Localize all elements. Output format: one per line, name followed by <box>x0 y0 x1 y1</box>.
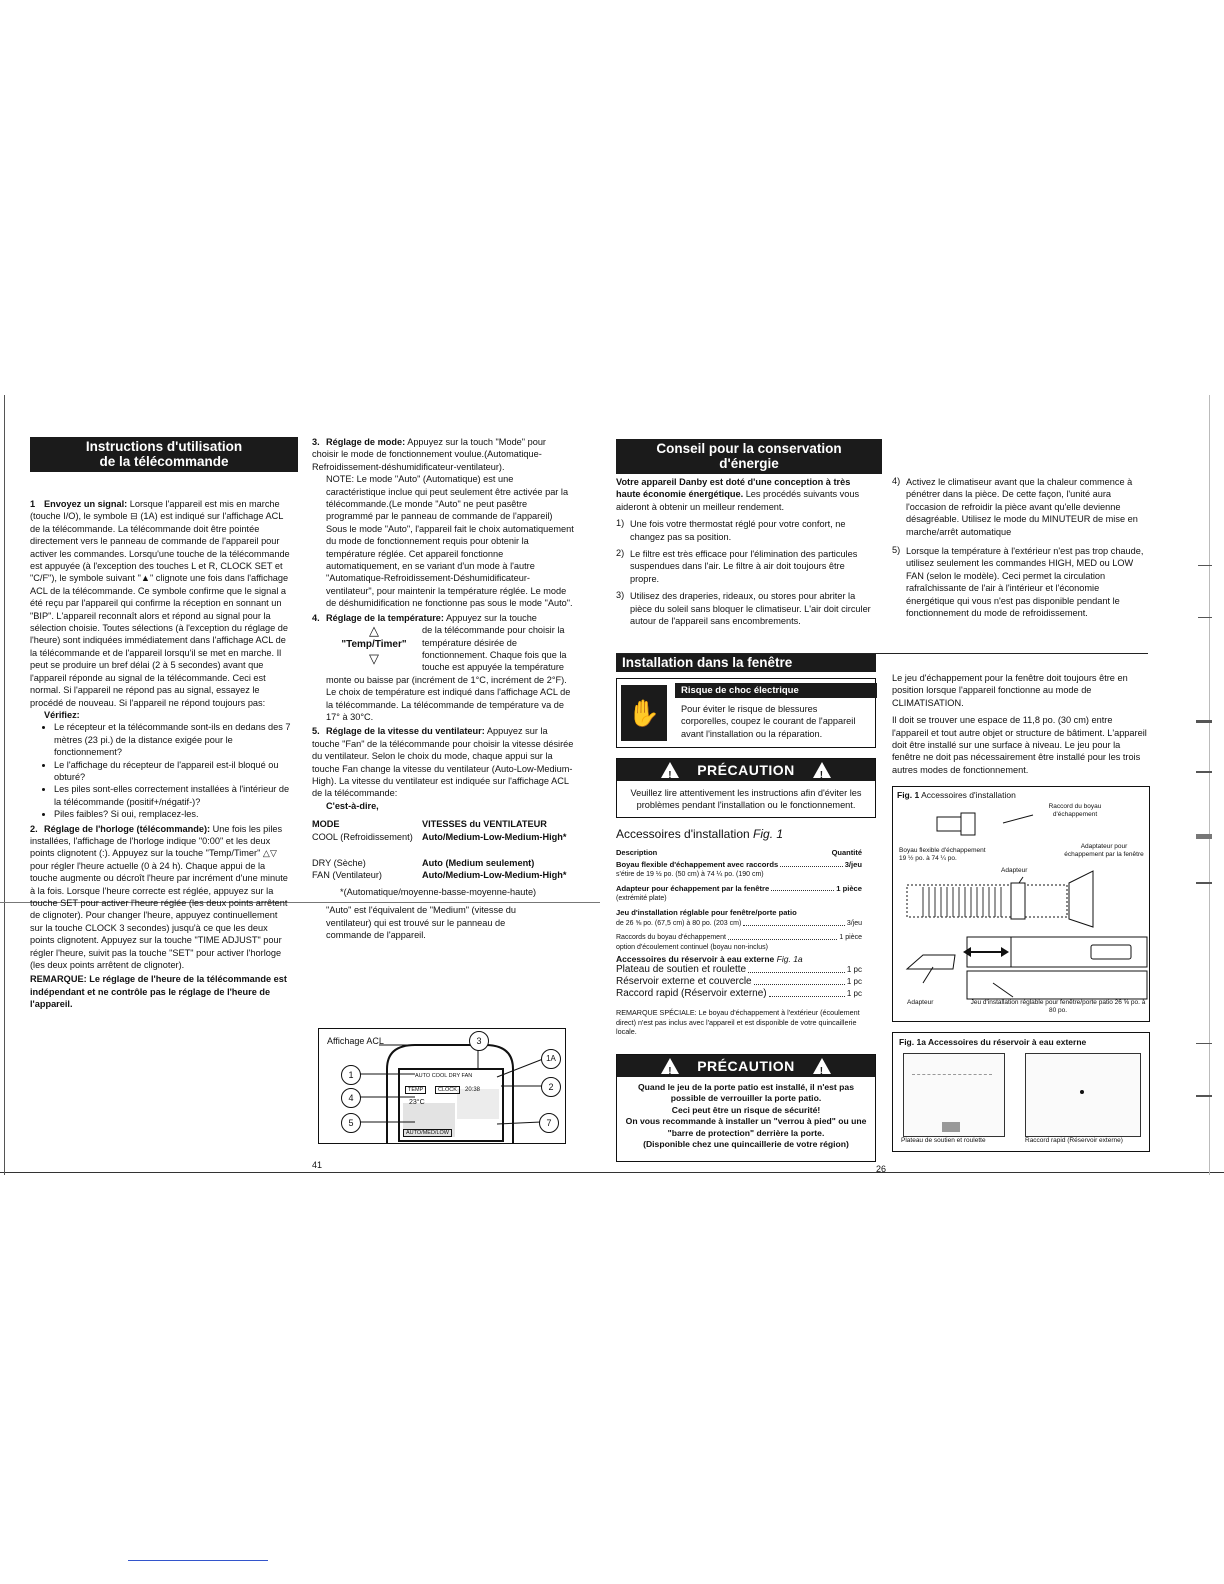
left-column-1 <box>30 498 292 1011</box>
item-2-text: Une fois les piles installées, l'affichage de l'horloge indique "0:00" et les deux points clignotent (:). Appuyez sur la touche "Temp/Timer" △▽ pour régler l'heure actuelle (0 à 24 h). Chaque appui de la touche augmente ou décroît l'heure par incrément d'une minute à la fois. Lorsque l'heure correcte est réglée, appuyez sur la touche SET pour activer l'heure réglée (les deux points arrêtent de clignoter). Pour changer l'heure, appuyez continuellement sur la touche CLOCK 3 secondes) jusqu'à ce que les deux points clignotent. Appuyez sur la touche "TIME ADJUST" pour régler l'heure, suivit pas la touche "SET" pour activer l'horloge (les deux points arrêtent de clignoter). <box>30 823 288 971</box>
trim-mark <box>1196 1095 1212 1097</box>
lcd-display-figure <box>318 1028 566 1144</box>
page-left-edge <box>4 395 5 1175</box>
mode-header: MODE <box>312 819 340 830</box>
label-adapteur: Adapteur <box>1001 867 1028 874</box>
temp-timer-key-label: "Temp/Timer" <box>341 639 407 651</box>
item-5-text: Appuyez sur la touche "Fan" de la télécommande pour choisir la vitesse désirée du ventilateur. Selon le choix du mode, chaque appui sur la touche Fan change la vitesse du ventilateur (Auto-Low-Medium-High). La vitesse du ventilateur est indiquée sur l'affichage ACL de la télécommande: <box>312 726 574 799</box>
table-row: Raccord rapid (Réservoir externe) 1 pc <box>616 988 862 999</box>
item-5-title: Réglage de la vitesse du ventilateur: <box>326 726 485 737</box>
auto-note: "Auto" est l'équivalent de "Medium" (vitesse du ventilateur) qui est trouvé sur le panneau de commande de l'appareil. <box>326 905 516 941</box>
fig-1a-title: Fig. 1a Accessoires du réservoir à eau externe <box>899 1037 1087 1047</box>
reservoir-tray-image <box>903 1053 1005 1137</box>
accessories-title: Accessoires d'installation <box>616 827 750 841</box>
callout-7: 7 <box>539 1113 559 1133</box>
lcd-temp-label: TEMP <box>405 1086 426 1094</box>
table-row: Réservoir externe et couvercle 1 pc <box>616 976 862 987</box>
bottom-link-line <box>128 1560 268 1561</box>
caution-box-1: !PRÉCAUTION! Veuillez lire attentivement les instructions afin d'éviter les problèmes pendant l'installation ou le fonctionnement. <box>616 758 876 818</box>
table-row: COOL (Refroidissement) Auto/Medium-Low-Medium-High* <box>312 831 567 842</box>
warning-icon <box>661 1058 679 1074</box>
item-4-text: monte ou baisse par (incrément de 1°C, incrément de 2°F). Le choix de température est indiqué dans l'affichage ACL de la télécommande. La télécommande de température va de 17° à 30°C. <box>326 674 571 722</box>
page-bottom-rule <box>0 1172 1224 1173</box>
list-item: 5) Lorsque la température à l'extérieur n'est pas trop chaude, utilisez seulement les commandes HIGH, MED ou LOW FAN (selon le modèle). Ceci permet la circulation rafraîchissante de l'air à l'intérieur et l'économie énergétique qui vous n'est pas disponible pendant le fonctionnement du mode de refroidissement. <box>892 545 1144 619</box>
callout-1: 1 <box>341 1065 361 1085</box>
speed-header: VITESSES du VENTILATEUR <box>422 819 547 830</box>
mode-table <box>312 818 574 898</box>
accessories-fig: Fig. 1 <box>753 827 784 841</box>
item-3-title: Réglage de mode: <box>326 437 406 447</box>
warning-icon <box>661 762 679 778</box>
table-row: Plateau de soutien et roulette 1 pc <box>616 964 862 975</box>
trim-mark <box>1196 882 1212 884</box>
item-1: 1 Envoyez un signal: Lorsque l'appareil est mis en marche (touche I/O), le symbole ⊟ (1A) est indiqué sur l'affichage ACL de la télécommande. La télécommande doit être pointée directement vers le panneau de commande de l'appareil pour activer les commandes. Lorsqu'une touche de la télécommande est appuyée (à l'exception des touches L et R, CLOCK SET et "C/F"), le symbole suivant "▲" clignote une fois dans l'affichage ACL de la télécommande. Ce symbole confirme que le signal a été reçu par l'appareil qui confirme la réception en sonnant un "BIP". L'appareil reconnaît alors et répond au signal pour la sélection choisie. Toutes sélections (à l'exception du réglage de l'heure) sont indiquées immédiatement dans l'affichage ACL de la télécommande et de l'appareil lorsqu'il se met en marche. Il peut se produire un bref délai (2 à 5 secondes) avant que l'appareil réponde au signal de la télécommande. Ceci est normal. Si l'appareil ne répond pas au signal, essayez le procédé de nouveau. Si l'appareil ne répond toujours pas: <box>30 499 290 708</box>
label-jeu: Jeu d'installation réglable pour fenêtre/porte patio 26 ⅝ po. à 80 po. <box>970 999 1146 1014</box>
caution-box-2: !PRÉCAUTION! Quand le jeu de la porte patio est installé, il n'est pas possible de verrouiller la porte patio. Ceci peut être un risque de sécurité! On vous recommande à installer un "verrou à pied" ou une "barre de protection" derrière la porte. (Disponible chez une quincaillerie de votre région) <box>616 1054 876 1162</box>
list-item: 1) Une fois votre thermostat réglé pour votre confort, ne changez pas sa position. <box>616 518 846 542</box>
item-3-note: NOTE: Le mode "Auto" (Automatique) est une caractéristique inclue qui peut seulement être activée par la télécommande.(Le monde "Auto" ne peut pasêtre programmé par le panneau de commande de l'appareil) Sous le mode "Auto", l'appareil fait le choix automatiquement du mode de fonctionnement requis pour obtenir la température réglée. Cet appareil fonctionne automatiquement, en se variant d'un mode à l'autre "Automatique-Refroidissement-Déshumidificateur-ventilateur", pour maintenir la température réglée. Le mode de déshumidification ne fonctionne pas sous le mode "Auto". <box>326 474 574 609</box>
remote-instructions-banner: Instructions d'utilisation de la télécommande <box>30 437 298 472</box>
left-column-2 <box>312 436 574 941</box>
trim-mark <box>1198 617 1212 618</box>
list-item: • Piles faibles? Si oui, remplacez-les. <box>54 808 292 820</box>
caution-2-text: Quand le jeu de la porte patio est installé, il n'est pas possible de verrouiller la porte patio. Ceci peut être un risque de sécurité! On vous recommande à installer un "verrou à pied" ou une "barre de protection" derrière la porte. (Disponible chez une quincaillerie de votre région) <box>625 1082 867 1150</box>
installation-diagram <box>893 787 1149 1021</box>
item-3: 3. Réglage de mode: Appuyez sur la touch "Mode" pour choisir le mode de fonctionnement voulue.(Automatique-Refroidissement-déshumidificateur-ventilateur). <box>312 437 546 472</box>
table-row: Adapteur pour échappement par la fenêtre 1 pièce (extrémité plate) <box>616 884 862 902</box>
install-text <box>892 672 1150 776</box>
up-arrow-icon: △ <box>369 623 379 639</box>
list-item: • Les piles sont-elles correctement installées à l'intérieur de la télécommande (positif+/négatif-)? <box>54 783 292 808</box>
energy-intro: Votre appareil Danby est doté d'une conception à très haute économie énergétique. Les procédés suivants vous aideront à obtenir un meilleur rendement. 1) Une fois votre thermostat réglé pour votre confort, ne changez pas sa position. 2) Le filtre est très efficace pour l'élimination des particules suspendues dans l'air. Le filtre à air doit toujours être propre. 3) Utilisez des draperies, rideaux, ou stores pour abriter la pièce du soleil sans bloquer le climatiseur. L'air doit circuler autour de l'appareil sans encombrements. <box>616 476 874 627</box>
caution-1-text: Veuillez lire attentivement les instructions afin d'éviter les problèmes pendant l'installation ou le fonctionnement. <box>630 788 862 811</box>
page-right-edge <box>1209 395 1210 1175</box>
item-4-title: Réglage de la température: <box>326 612 444 623</box>
list-item: 4) Activez le climatiseur avant que la chaleur commence à pénétrer dans la pièce. De cette façon, l'unité aura l'occasion de refroidir la pièce avant qu'elle devienne désagréable. Utilisez le mode du MINUTEUR de mise en marche/arrêt automatique <box>892 476 1138 537</box>
lcd-mode-row: AUTO COOL DRY FAN <box>415 1073 473 1079</box>
table-row: DRY (Sèche) Auto (Medium seulement) <box>312 858 535 868</box>
fig-1a <box>892 1032 1150 1152</box>
space-text: Il doit se trouver une espace de 11,8 po. (30 cm) entre l'appareil et tout autre objet or structure de bâtiment. L'appareil doit être installé sur une surface à niveau. Le jeu pour la fenêtre ne doit pas nécessairement être installé pour les trois autres modes de fonctionnement. <box>892 715 1147 775</box>
item-2-title: Réglage de l'horloge (télécommande): <box>44 823 211 834</box>
table-row: Jeu d'installation réglable pour fenêtre/porte patio de 26 ⅝ po. (67,5 cm) à 80 po. (203 cm) 3/jeu <box>616 908 862 927</box>
item-2: 2. Réglage de l'horloge (télécommande): Une fois les piles installées, l'affichage de l'horloge indique "0:00" et les deux points clignotent (:). Appuyez sur la touche "Temp/Timer" △▽ pour régler l'heure actuelle (0 à 24 h). Chaque appui de la touche augmente ou décroît l'heure par incrément d'une minute à la fois. Lorsque l'heure correcte est réglée, appuyez sur la touche SET pour activer l'heure réglée (les deux points arrêtent de clignoter). Pour changer l'heure, appuyez continuellement sur la touche CLOCK 3 secondes) jusqu'à ce que les deux points clignotent. Appuyez sur la touche "TIME ADJUST" pour régler l'heure, suivit pas la touche "SET" pour activer l'horloge (les deux points arrêtent de clignoter). <box>30 823 288 971</box>
callout-3: 3 <box>469 1031 489 1051</box>
energy-tips-banner: Conseil pour la conservation d'énergie <box>616 439 882 474</box>
lcd-time-value: 20:38 <box>465 1087 481 1093</box>
cest-a-dire: C'est-à-dire, <box>326 800 379 811</box>
table-footnote: *(Automatique/moyenne-basse-moyenne-haute) <box>340 886 537 897</box>
list-item: • Le l'affichage du récepteur de l'appareil est-il bloqué ou obturé? <box>54 759 292 784</box>
remark: REMARQUE: Le réglage de l'heure de la télécommande est indépendant et ne contrôle pas le réglage de l'heure de l'appareil. <box>30 974 287 1010</box>
table-row: Boyau flexible d'échappement avec raccords 3/jeu s'étire de 19 ½ po. (50 cm) à 74 ¼ po. (190 cm) <box>616 860 862 878</box>
trim-mark <box>1196 771 1212 773</box>
caption-coupler: Raccord rapid (Réservoir externe) <box>1025 1137 1123 1144</box>
warning-icon <box>813 1058 831 1074</box>
quick-coupler-image <box>1025 1053 1141 1137</box>
trim-mark <box>1198 565 1212 566</box>
item-1-text: Lorsque l'appareil est mis en marche (touche I/O), le symbole ⊟ (1A) est indiqué sur l'affichage ACL de la télécommande. La télécommande doit être pointée directement vers le panneau de commande de l'appareil pour activer les commandes. Lorsqu'une touche de la télécommande est appuyée (à l'exception des touches L et R, CLOCK SET et "C/F"), le symbole suivant "▲" clignote une fois dans l'affichage ACL de la télécommande. Ce symbole confirme que le signal a été reçu par l'appareil qui confirme la réception en sonnant un "BIP". L'appareil reconnaît alors et répond au signal pour la sélection choisie. Toutes sélections (à l'exception du réglage de l'heure) sont indiquées immédiatement dans l'affichage ACL de la télécommande et de l'appareil lorsqu'il se met en marche. Il peut se produire un bref délai (2 à 5 secondes) avant que l'appareil réponde au signal de la télécommande. Ceci est normal. Si l'appareil ne répond pas au signal, essayez le procédé de nouveau. Si l'appareil ne répond toujours pas: <box>30 499 290 708</box>
accessories-section: Accessoires d'installation Fig. 1 Description Quantité Boyau flexible d'échappement avec raccords 3/jeu s'étire de 19 ½ po. (50 cm) à 74 ¼ po. (190 cm) Adapteur pour échappement par la fenêtre 1 pièce (extrémité plate) Jeu d'installation réglable pour fenêtre/porte patio de 26 ⅝ po. (67,5 cm) à 80 po. (203 cm) 3/jeu Raccords du boyau d'échappement 1 pièce option d'écoulement continuel (boyau non-inclus) Accessoires du réservoir à eau externe Fig. 1a Plateau de soutien et roulette 1 pc Réservoir externe et couvercle 1 pc Raccord rapid (Réservoir externe) 1 pc REMARQUE SPÉCIALE: Le boyau d'échappement à l'extérieur (écoulement direct) n'est pas inclus avec l'appareil et est disponible de votre quincaillerie locale. <box>616 827 862 1037</box>
callout-5: 5 <box>341 1113 361 1133</box>
trim-mark <box>1196 834 1212 839</box>
list-item: 3) Utilisez des draperies, rideaux, ou stores pour abriter la pièce du soleil sans bloquer le climatiseur. L'air doit circuler autour de l'appareil sans encombrements. <box>616 590 871 627</box>
table-row: FAN (Ventilateur) Auto/Medium-Low-Medium-High* <box>312 870 567 881</box>
temp-timer-block: △ "Temp/Timer" ▽ de la télécommande pour choisir la température désirée de fonctionnement. Chaque fois que la touche est appuyée la température <box>312 624 574 674</box>
lcd-bottom-row: AUTO/MED/LOW <box>403 1129 452 1137</box>
lcd-temp-value: 23°C <box>409 1099 425 1106</box>
item-4-lead: Appuyez sur la touche <box>446 612 537 623</box>
shock-icon: ✋ <box>621 685 667 741</box>
verify-list <box>30 721 292 820</box>
list-item: • Le récepteur et la télécommande sont-ils en dedans des 7 mètres (23 pi.) de la distance exigée pour le fonctionnement? <box>54 721 292 758</box>
list-item: 2) Le filtre est très efficace pour l'élimination des particules suspendues dans l'air. Le filtre à air doit toujours être propre. <box>616 548 858 584</box>
label-adapteur-fenetre: Adaptateur pour échappement par la fenêtre <box>1064 843 1144 858</box>
trim-mark <box>1196 1043 1212 1044</box>
special-note: REMARQUE SPÉCIALE: Le boyau d'échappement à l'extérieur (écoulement direct) n'est pas inclus avec l'appareil et est disponible de votre quincaillerie locale. <box>616 1008 860 1037</box>
warning-icon <box>813 762 831 778</box>
callout-2: 2 <box>541 1077 561 1097</box>
install-rule <box>616 653 1148 654</box>
item-1-title: Envoyez un signal: <box>44 499 128 509</box>
caption-tray: Plateau de soutien et roulette <box>901 1137 986 1144</box>
item-4: 4. Réglage de la température: Appuyez sur la touche <box>312 612 537 623</box>
item-5: 5. Réglage de la vitesse du ventilateur: Appuyez sur la touche "Fan" de la télécommande pour choisir la vitesse désirée du ventilateur. Selon le choix du mode, chaque appui sur la touche Fan change la vitesse du ventilateur (Auto-Low-Medium-High). La vitesse du ventilateur est indiquée sur l'affichage ACL de la télécommande: <box>312 726 574 799</box>
verify-label: Vérifiez: <box>44 709 80 720</box>
label-raccord: Raccord du boyau d'échappement <box>1048 803 1102 818</box>
energy-tips-col2 <box>892 476 1150 619</box>
callout-1a: 1A <box>541 1049 561 1069</box>
fig-1: Fig. 1 Accessoires d'installation Raccord du boyau d'échappement Boyau flexible d'échappement 19 ½ po. à 74 ¼ po. Adaptateur pour échappement par la fenêtre Adapteur Adapteur Jeu d'installation réglable pour fenêtre/porte patio 26 ⅝ po. à 80 po. <box>892 786 1150 1022</box>
exhaust-text: Le jeu d'échappement pour la fenêtre doit toujours être en position lorsque l'appareil fonctionne au mode de CLIMATISATION. <box>892 673 1128 708</box>
down-arrow-icon: ▽ <box>369 651 379 667</box>
figure-title: Affichage ACL <box>327 1036 384 1046</box>
shock-title: Risque de choc électrique <box>675 683 877 698</box>
item-3-text: Appuyez sur la touch "Mode" pour choisir le mode de fonctionnement voulue.(Automatique-Refroidissement-déshumidificateur-ventilateur). <box>312 437 546 472</box>
label-adapteur-bottom: Adapteur <box>907 999 934 1006</box>
table-row: Raccords du boyau d'échappement 1 pièce option d'écoulement continuel (boyau non-inclus) <box>616 934 862 951</box>
shock-warning <box>616 678 876 748</box>
install-banner: Installation dans la fenêtre <box>616 654 876 672</box>
page-number-left: 41 <box>312 1160 323 1170</box>
lcd-clock-label: CLOCK <box>435 1086 460 1094</box>
trim-mark <box>1196 720 1212 723</box>
callout-4: 4 <box>341 1088 361 1108</box>
shock-text: Pour éviter le risque de blessures corporelles, coupez le courant de l'appareil avant l'installation ou la réparation. <box>681 704 856 739</box>
page-number-right: 26 <box>876 1164 887 1174</box>
label-boyau: Boyau flexible d'échappement 19 ½ po. à 74 ¼ po. <box>899 847 986 862</box>
